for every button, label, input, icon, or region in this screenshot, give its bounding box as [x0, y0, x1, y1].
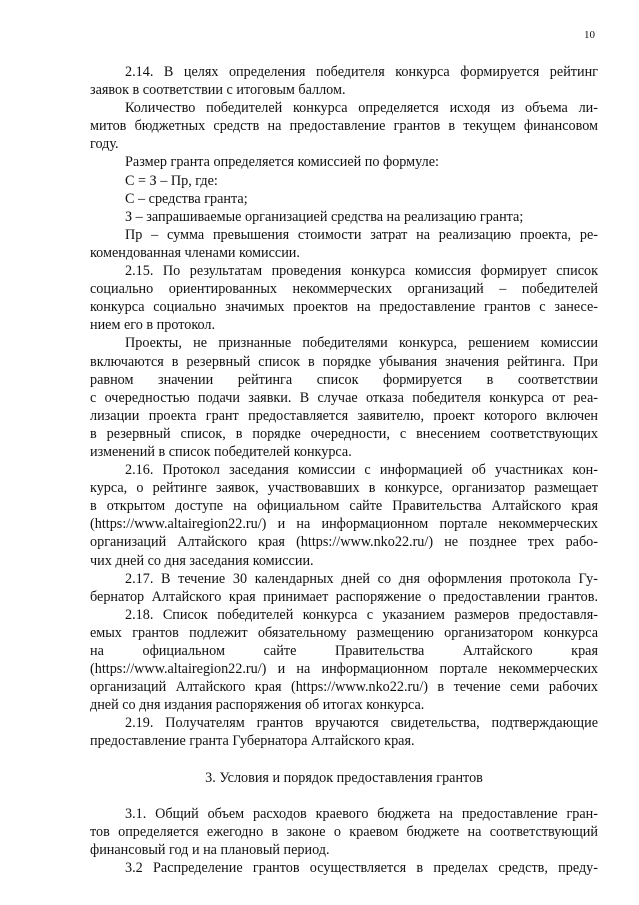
text-line: 3.2 Распределение грантов осуществляется в пределах средств, преду- — [125, 859, 598, 876]
text-line: Размер гранта определяется комиссией по формуле: — [125, 154, 439, 171]
text-line: 2.18. Список победителей конкурса с указанием размеров предоставля- — [125, 606, 598, 623]
text-line: 3.1. Общий объем расходов краевого бюджета на предоставление гран- — [125, 805, 598, 822]
paragraph — [90, 208, 598, 226]
text-line: организаций Алтайского края (https://www.nko22.ru/) не позднее трех рабо- — [90, 534, 598, 551]
text-line: с очередностью подачи заявки. В случае отказа победителя конкурса от реа- — [90, 389, 598, 406]
text-line: на официальном сайте Правительства Алтайского края — [90, 643, 598, 659]
text-line: заявок в соответствии с итоговым баллом. — [90, 82, 346, 99]
text-line: включаются в резервный список в порядке убывания значения рейтинга. При — [90, 353, 598, 370]
text-line: С – средства гранта; — [125, 190, 248, 207]
text-line: году. — [90, 136, 119, 153]
paragraph — [90, 99, 598, 153]
text-line: лизации проекта грант предоставляется заявителю, проект которого включен — [90, 407, 598, 424]
text-line: конкурса социально значимых проектов на предоставление грантов с занесе- — [90, 299, 598, 316]
text-line: нием его в протокол. — [90, 317, 216, 334]
text-line: бернатор Алтайского края принимает распоряжение о предоставлении грантов. — [90, 588, 598, 605]
text-line: 2.16. Протокол заседания комиссии с информацией об участниках кон- — [125, 462, 598, 479]
paragraph — [90, 262, 598, 334]
section-3-text — [90, 805, 598, 877]
text-line: 2.15. По результатам проведения конкурса комиссия формирует список — [125, 263, 598, 280]
paragraph — [90, 153, 598, 171]
text-line: чих дней со дня заседания комиссии. — [90, 552, 314, 569]
text-line: (https://www.altairegion22.ru/) и на информационном портале некоммерческих — [90, 661, 598, 678]
text-line: 2.14. В целях определения победителя конкурса формируется рейтинг — [125, 64, 598, 80]
paragraph — [90, 714, 598, 750]
text-line: С = З – Пр, где: — [125, 172, 218, 189]
paragraph — [90, 172, 598, 190]
text-line: в открытом доступе на официальном сайте Правительства Алтайского края — [90, 498, 598, 515]
text-line: 2.19. Получателям грантов вручаются свидетельства, подтверждающие — [125, 715, 598, 732]
text-line: дней со дня издания распоряжения об итогах конкурса. — [90, 697, 425, 714]
text-line: митов бюджетных средств на предоставление грантов в текущем финансовом — [90, 118, 598, 135]
text-line: социально ориентированных некоммерческих организаций – победителей — [90, 281, 598, 298]
text-line: предоставление гранта Губернатора Алтайского края. — [90, 733, 415, 750]
paragraph — [90, 461, 598, 570]
text-line: тов определяется ежегодно в законе о краевом бюджете на соответствующий — [90, 823, 598, 840]
text-line: Проекты, не признанные победителями конкурса, решением комиссии — [125, 335, 598, 352]
text-line: Количество победителей конкурса определяется исходя из объема ли- — [125, 100, 598, 117]
paragraph — [90, 226, 598, 262]
text-line: Пр – сумма превышения стоимости затрат на реализацию проекта, ре- — [125, 226, 598, 243]
paragraph — [90, 606, 598, 715]
text-line: финансовый год и на плановый период. — [90, 841, 330, 858]
text-line: курса, о рейтинге заявок, участвовавших в конкурсе, организатор размещает — [90, 480, 598, 497]
text-line: (https://www.altairegion22.ru/) и на информационном портале некоммерческих — [90, 516, 598, 533]
text-line: З – запрашиваемые организацией средства на реализацию гранта; — [125, 208, 524, 225]
section-2-text — [90, 63, 598, 751]
paragraph — [90, 63, 598, 99]
text-line: изменений в список победителей конкурса. — [90, 443, 352, 460]
text-line: емых грантов подлежит обязательному размещению организатором конкурса — [90, 624, 598, 641]
text-line: равном значении рейтинга список формируется в соответствии — [90, 371, 598, 388]
paragraph — [90, 805, 598, 859]
paragraph — [90, 859, 598, 877]
section-heading: 3. Условия и порядок предоставления грантов — [205, 769, 483, 786]
paragraph — [90, 334, 598, 461]
paragraph — [90, 570, 598, 606]
text-line: организаций Алтайского края (https://www.nko22.ru/) в течение семи рабочих — [90, 679, 598, 696]
text-line: в резервный список, в порядке очередности, с внесением соответствующих — [90, 425, 598, 442]
text-line: 2.17. В течение 30 календарных дней со дня оформления протокола Гу- — [125, 570, 598, 587]
page-number: 10 — [584, 29, 595, 41]
document-body — [90, 63, 598, 877]
paragraph — [90, 190, 598, 208]
text-line: комендованная членами комиссии. — [90, 244, 300, 261]
